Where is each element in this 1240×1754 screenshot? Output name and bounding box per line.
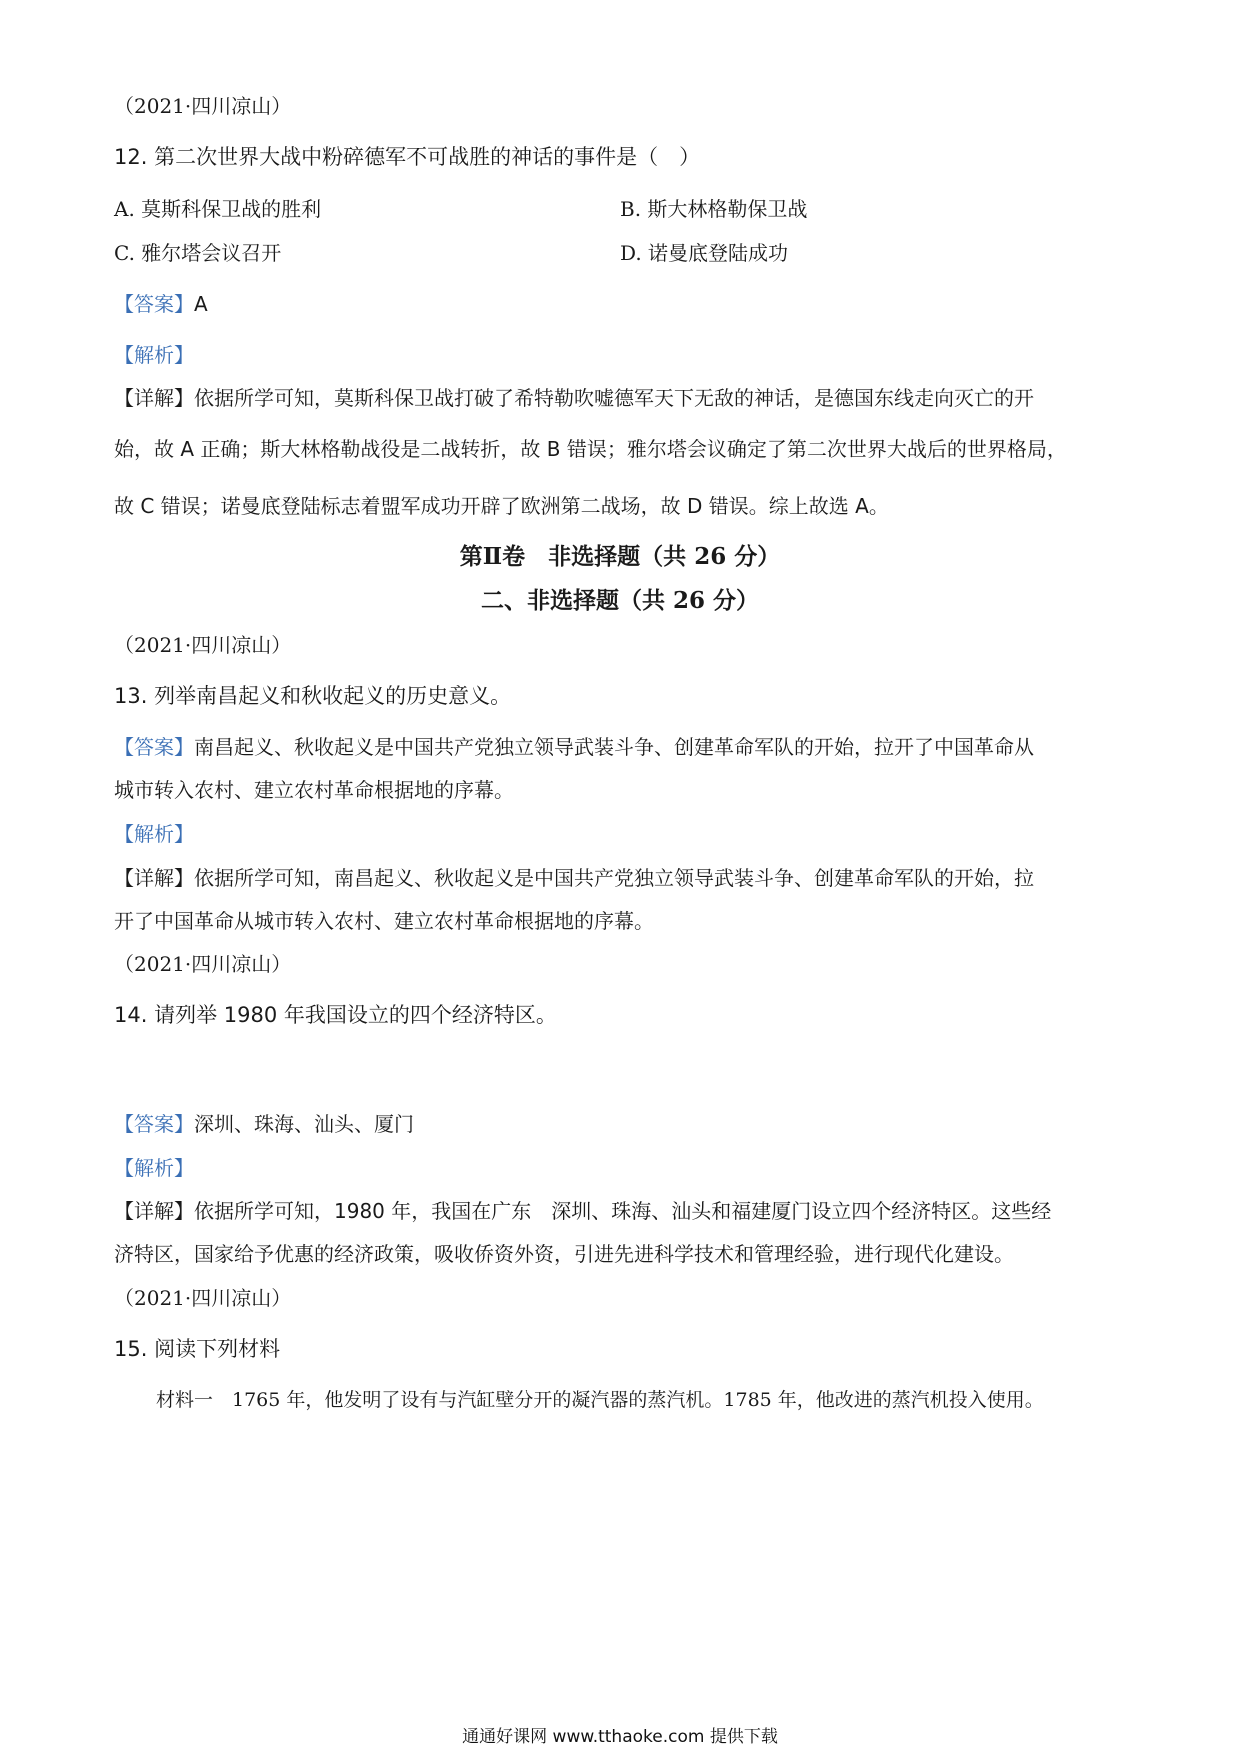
page-footer: 通通好课网 www.tthaoke.com 提供下载 xyxy=(462,1727,778,1747)
section-heading-part: 二、非选择题（共 26 分） xyxy=(480,587,760,614)
q12-detail-line-2: 始，故 A 正确；斯大林格勒战役是二战转折，故 B 错误；雅尔塔会议确定了第二次世界大战后的世界格局， xyxy=(114,437,1067,461)
q12-detail-text-1: 依据所学可知，莫斯科保卫战打破了希特勒吹嘘德军天下无敌的神话，是德国东线走向灭亡的开 xyxy=(194,386,1034,410)
q12-option-b: B. 斯大林格勒保卫战 xyxy=(620,197,808,221)
q14-detail-text-1: 依据所学可知，1980 年，我国在广东 深圳、珠海、汕头和福建厦门设立四个经济特区。这些经 xyxy=(194,1199,1052,1223)
q12-option-d: D. 诺曼底登陆成功 xyxy=(620,241,789,265)
q14-detail-line-2: 济特区，国家给予优惠的经济政策，吸收侨资外资，引进先进科学技术和管理经验，进行现代化建设。 xyxy=(114,1242,1014,1266)
q12-option-c: C. 雅尔塔会议召开 xyxy=(114,241,282,265)
q14-answer-value: 深圳、珠海、汕头、厦门 xyxy=(194,1112,414,1136)
q15-question: 15. 阅读下列材料 xyxy=(114,1337,281,1361)
answer-label: 【答案】 xyxy=(114,292,194,316)
q15-material-1: 材料一 1765 年，他发明了设有与汽缸壁分开的凝汽器的蒸汽机。1785 年，他改进的蒸汽机投入使用。 xyxy=(156,1389,1044,1411)
q12-detail-line-3: 故 C 错误；诺曼底登陆标志着盟军成功开辟了欧洲第二战场，故 D 错误。综上故选 A。 xyxy=(114,494,889,518)
q13-question: 13. 列举南昌起义和秋收起义的历史意义。 xyxy=(114,684,512,708)
q14-question: 14. 请列举 1980 年我国设立的四个经济特区。 xyxy=(114,1003,557,1027)
q13-analysis-label: 【解析】 xyxy=(114,822,194,846)
q12-analysis-label: 【解析】 xyxy=(114,343,194,367)
q13-detail-text-1: 依据所学可知，南昌起义、秋收起义是中国共产党独立领导武装斗争、创建革命军队的开始，拉 xyxy=(194,866,1034,890)
q12-detail-line-1 xyxy=(114,384,1034,412)
q13-source: （2021·四川凉山） xyxy=(114,633,292,657)
answer-label: 【答案】 xyxy=(114,735,194,759)
detail-label: 【详解】 xyxy=(114,386,194,410)
q12-option-a: A. 莫斯科保卫战的胜利 xyxy=(114,197,322,221)
q12-answer xyxy=(114,290,208,318)
answer-label: 【答案】 xyxy=(114,1112,194,1136)
q14-analysis-label: 【解析】 xyxy=(114,1156,194,1180)
q13-answer-text-1: 南昌起义、秋收起义是中国共产党独立领导武装斗争、创建革命军队的开始，拉开了中国革命从 xyxy=(194,735,1034,759)
q12-source: （2021·四川凉山） xyxy=(114,94,292,118)
q15-source: （2021·四川凉山） xyxy=(114,1286,292,1310)
q12-answer-value: A xyxy=(194,292,208,316)
q14-answer xyxy=(114,1110,414,1138)
detail-label: 【详解】 xyxy=(114,1199,194,1223)
q13-detail-line-1 xyxy=(114,864,1034,892)
q13-detail-line-2: 开了中国革命从城市转入农村、建立农村革命根据地的序幕。 xyxy=(114,909,654,933)
q13-answer-line-1 xyxy=(114,733,1034,761)
q12-question: 12. 第二次世界大战中粉碎德军不可战胜的神话的事件是（ ） xyxy=(114,145,701,169)
q13-answer-line-2: 城市转入农村、建立农村革命根据地的序幕。 xyxy=(114,778,514,802)
detail-label: 【详解】 xyxy=(114,866,194,890)
q14-source: （2021·四川凉山） xyxy=(114,952,292,976)
section-heading-volume: 第Ⅱ卷 非选择题（共 26 分） xyxy=(459,543,781,570)
q14-detail-line-1 xyxy=(114,1197,1051,1225)
